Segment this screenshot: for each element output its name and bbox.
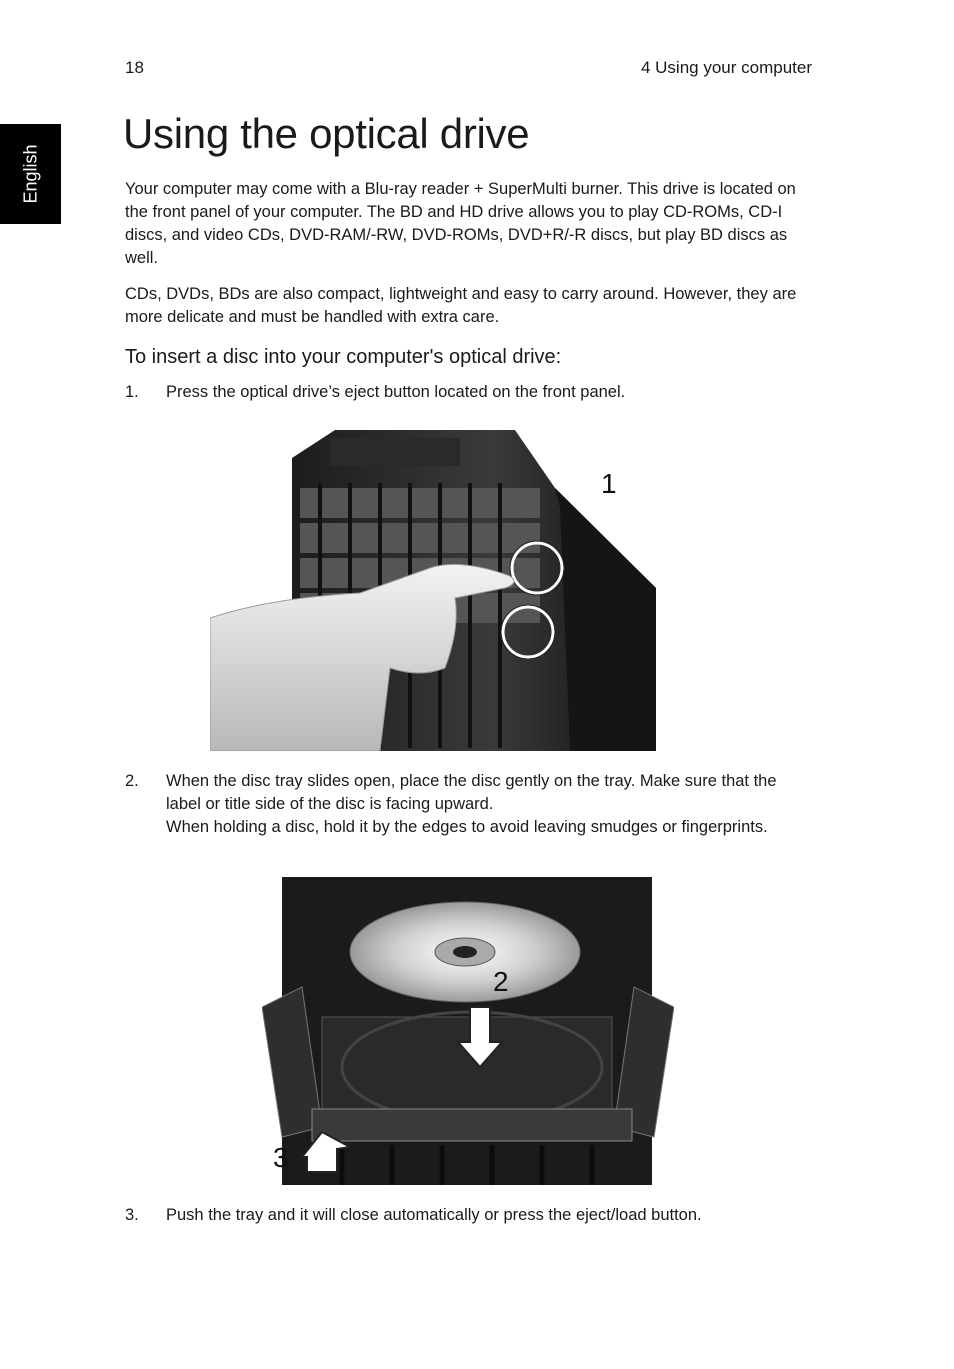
step-text-note: When holding a disc, hold it by the edges to avoid leaving smudges or fingerprints.	[166, 818, 768, 836]
callout-1: 1	[601, 468, 617, 499]
disc-tray-illustration	[262, 877, 674, 1185]
step-text: Push the tray and it will close automatically or press the eject/load button.	[166, 1206, 702, 1224]
step-number: 3.	[125, 1206, 139, 1224]
callout-3: 3	[273, 1142, 289, 1173]
care-paragraph: CDs, DVDs, BDs are also compact, lightweight and easy to carry around. However, they are more delicate and must be handled with extra care.	[125, 285, 797, 326]
page-number: 18	[125, 58, 144, 77]
step-number: 1.	[125, 383, 139, 401]
language-tab-label: English	[20, 144, 40, 204]
figure-disc-tray	[262, 877, 674, 1185]
chapter-header: 4 Using your computer	[640, 58, 812, 77]
page-title: Using the optical drive	[123, 110, 530, 157]
callout-2: 2	[493, 966, 509, 997]
step-number: 2.	[125, 772, 139, 790]
computer-front-illustration	[210, 428, 656, 751]
intro-paragraph: Your computer may come with a Blu-ray reader + SuperMulti burner. This drive is located on the front panel of your computer. The BD and HD drive allows you to play CD-ROMs, CD-I discs, and video CDs, DVD-RAM/-RW, DVD-ROMs, DVD+R/-R discs, but play BD discs as well.	[125, 180, 796, 267]
figure-eject-button	[210, 428, 656, 751]
step-text	[166, 770, 806, 839]
section-subheading: To insert a disc into your computer's optical drive:	[125, 346, 562, 368]
language-tab	[0, 124, 61, 224]
step-text: Press the optical drive’s eject button located on the front panel.	[166, 383, 626, 401]
step-text-main: When the disc tray slides open, place the disc gently on the tray. Make sure that the label or title side of the disc is facing upward.	[166, 772, 777, 813]
